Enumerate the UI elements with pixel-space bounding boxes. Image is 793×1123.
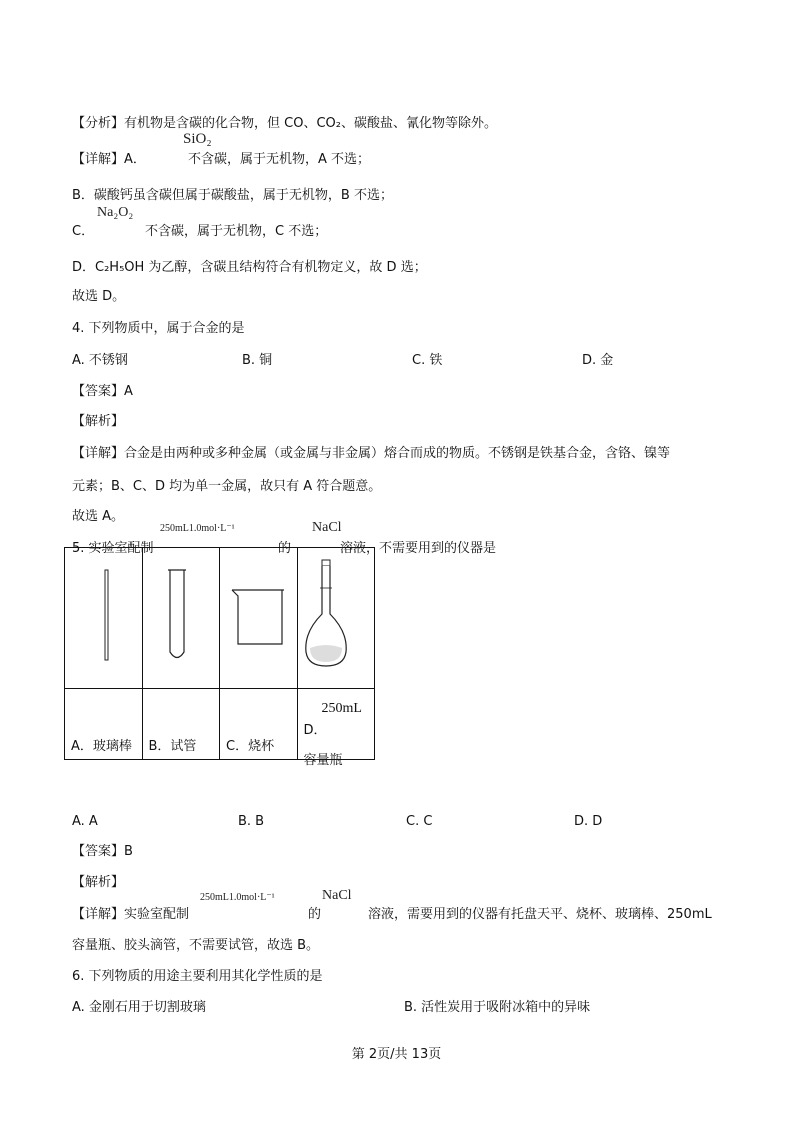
q4-conclusion: 故选 A。 bbox=[72, 509, 125, 524]
q4-analysis-heading: 【解析】 bbox=[72, 414, 125, 429]
option-b-label-cell bbox=[142, 689, 220, 760]
beaker-cell bbox=[220, 548, 298, 689]
detail-d-line: D．C₂H₅OH 为乙醇，含碳且结构符合有机物定义，故 D 选； bbox=[72, 260, 427, 275]
q5-prefix: 5. 实验室配制 bbox=[72, 541, 154, 556]
q5-detail-line-2: 容量瓶、胶头滴管，不需要试管，故选 B。 bbox=[72, 938, 320, 953]
flask-volume-label: 250mL bbox=[321, 701, 362, 716]
q5-de: 的 bbox=[278, 541, 292, 556]
q6-option-b: B. 活性炭用于吸附冰箱中的异味 bbox=[404, 1000, 591, 1015]
beaker-icon bbox=[220, 548, 296, 684]
q4-option-c: C. 铁 bbox=[412, 353, 443, 368]
detail-a-prefix: 【详解】A． bbox=[72, 152, 146, 167]
sio2-formula: SiO₂ bbox=[183, 131, 212, 147]
detail-c-rest: 不含碳，属于无机物，C 不选； bbox=[145, 224, 328, 239]
na2o2-formula: Na₂O₂ bbox=[97, 205, 134, 220]
q4-option-d: D. 金 bbox=[582, 353, 614, 368]
q4-answer: 【答案】A bbox=[72, 384, 133, 399]
detail-c-prefix: C． bbox=[72, 224, 95, 239]
option-c-label-cell bbox=[220, 689, 298, 760]
flask-option-letter: D． bbox=[303, 723, 327, 738]
q4-option-b: B. 铜 bbox=[242, 353, 273, 368]
test-tube-cell bbox=[142, 548, 220, 689]
q5-detail-concentration-formula: 250mL1.0mol·L⁻¹ bbox=[200, 892, 275, 903]
q5-suffix: 溶液，不需要用到的仪器是 bbox=[340, 541, 497, 556]
q4-detail-line-2: 元素；B、C、D 均为单一金属，故只有 A 符合题意。 bbox=[72, 479, 382, 494]
conclusion-line: 故选 D。 bbox=[72, 289, 126, 304]
q5-nacl-formula: NaCl bbox=[312, 520, 342, 535]
q5-option-d: D. D bbox=[574, 814, 603, 829]
volumetric-flask-icon bbox=[298, 548, 380, 684]
detail-a-line bbox=[72, 151, 146, 169]
q5-option-a: A. A bbox=[72, 814, 98, 829]
q5-analysis-heading: 【解析】 bbox=[72, 875, 125, 890]
q5-detail-de: 的 bbox=[308, 907, 322, 922]
q5-detail-prefix: 【详解】实验室配制 bbox=[72, 907, 190, 922]
beaker-label: C．烧杯 bbox=[226, 739, 275, 754]
analysis-line: 【分析】有机物是含碳的化合物，但 CO、CO₂、碳酸盐、氰化物等除外。 bbox=[72, 116, 497, 131]
detail-b-line: B．碳酸钙虽含碳但属于碳酸盐，属于无机物，B 不选； bbox=[72, 188, 393, 203]
test-tube-icon bbox=[143, 548, 209, 684]
q5-answer: 【答案】B bbox=[72, 844, 133, 859]
option-d-label-cell bbox=[297, 689, 375, 768]
detail-a-rest: 不含碳，属于无机物，A 不选； bbox=[188, 152, 371, 167]
glass-rod-label: A．玻璃棒 bbox=[71, 739, 132, 754]
apparatus-table bbox=[64, 547, 375, 768]
q4-detail-line-1: 【详解】合金是由两种或多种金属（或金属与非金属）熔合而成的物质。不锈钢是铁基合金，含铬、镍等 bbox=[72, 446, 671, 461]
volumetric-flask-cell bbox=[297, 548, 375, 689]
q5-option-b: B. B bbox=[238, 814, 265, 829]
question-6: 6. 下列物质的用途主要利用其化学性质的是 bbox=[72, 969, 323, 984]
q5-option-c: C. C bbox=[406, 814, 433, 829]
question-4: 4. 下列物质中，属于合金的是 bbox=[72, 321, 245, 336]
q5-concentration-formula: 250mL1.0mol·L⁻¹ bbox=[160, 523, 235, 534]
glass-rod-icon bbox=[65, 548, 149, 684]
q6-option-a: A. 金刚石用于切割玻璃 bbox=[72, 1000, 206, 1015]
option-a-label-cell bbox=[65, 689, 143, 760]
q5-detail-nacl-formula: NaCl bbox=[322, 888, 352, 903]
glass-rod-cell bbox=[65, 548, 143, 689]
page-footer: 第 2页/共 13页 bbox=[351, 1047, 442, 1062]
flask-name-label: 容量瓶 bbox=[303, 753, 343, 768]
test-tube-label: B．试管 bbox=[148, 739, 197, 754]
q5-detail-suffix: 溶液，需要用到的仪器有托盘天平、烧杯、玻璃棒、250mL bbox=[368, 907, 712, 922]
q4-option-a: A. 不锈钢 bbox=[72, 353, 128, 368]
